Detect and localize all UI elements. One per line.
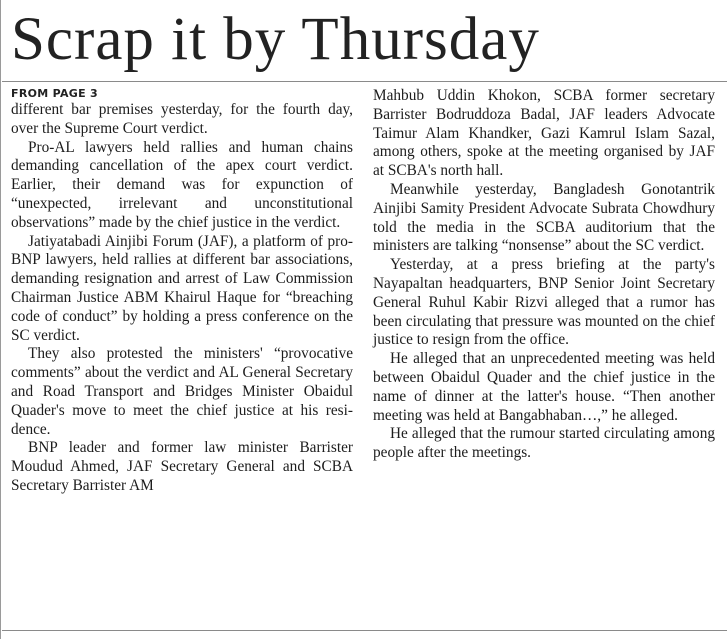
paragraph: Yesterday, at a press briefing at the party's Nayapaltan headquarters, BNP Senior Joint Secretary General Ruhul Kabir Rizvi alleged that a rumor has been circulating that pressure was mounted on the chief justice to resign from the office. xyxy=(373,256,715,349)
headline-divider xyxy=(2,81,727,82)
headline: Scrap it by Thursday xyxy=(11,6,540,73)
paragraph: Jatiyatabadi Ainjibi Forum (JAF), a platform of pro-BNP lawyers, held rallies at different bar associations, demanding resignation and arrest of Law Commission Chairman Justice ABM Khairul Haque for “breaching code of conduct” by holding a press conference on the SC verdict. xyxy=(11,232,353,344)
paragraph: Mahbub Uddin Khokon, SCBA former secretary Barrister Bodruddoza Badal, JAF leaders Advocate Taimur Alam Khandker, Gazi Kamrul Islam Sazal, among others, spoke at the meeting organised by JAF at SCBA's north hall. xyxy=(373,87,715,180)
right-column xyxy=(373,87,715,463)
paragraph: Meanwhile yesterday, Bangladesh Gonotantrik Ainjibi Samity President Advocate Subrata Chowdhury told the media in the SCBA auditorium that the ministers are talking “nonsense” about the SC verdict. xyxy=(373,180,715,255)
bottom-divider xyxy=(2,630,727,631)
left-column xyxy=(11,87,353,496)
paragraph: He alleged that an unprecedented meeting was held between Obaidul Quader and the chief justice in the name of dinner at the latter's house. “Then another meeting was held at Bangabhaban…,” he alleged. xyxy=(373,350,715,424)
paragraph: He alleged that the rumour started circulating among people after the meetings. xyxy=(373,425,715,462)
paragraph: Pro-AL lawyers held rallies and human chains demanding cancellation of the apex court verdict. Earlier, their demand was for expunction of “unexpected, irrelevant and unconstitutional observations” made by the chief justice in the verdict. xyxy=(11,138,353,231)
paragraph: BNP leader and former law minister Barrister Moudud Ahmed, JAF Secretary General and SCBA Secretary Barrister AM xyxy=(11,439,353,494)
continuation-kicker: FROM PAGE 3 xyxy=(11,87,99,100)
paragraph: different bar premises yesterday, for the fourth day, over the Supreme Court verdict. xyxy=(11,101,353,137)
paragraph: They also protested the ministers' “provocative comments” about the verdict and AL General Secretary and Road Transport and Bridges Minister Obaidul Quader's move to meet the chief justice at his residence. xyxy=(11,345,353,438)
